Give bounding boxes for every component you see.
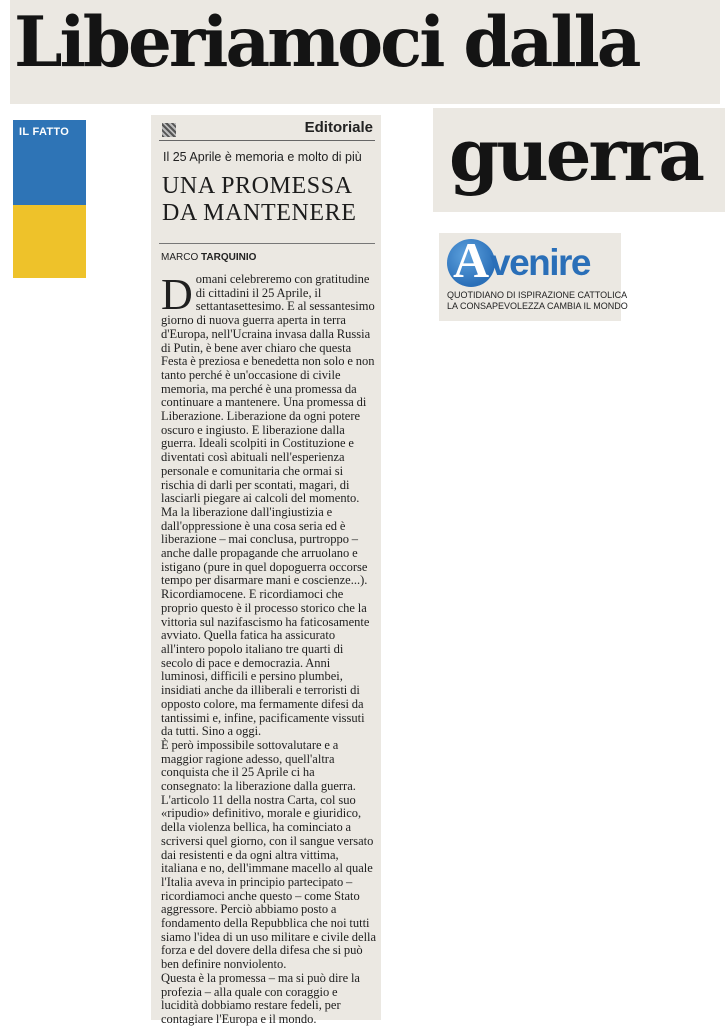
headline-clipping-2 — [433, 108, 725, 212]
logo-letter: A — [453, 232, 490, 288]
source-tag-yellow-band — [13, 205, 86, 278]
article-title — [162, 173, 377, 227]
drop-cap: D — [161, 270, 193, 319]
source-tag-label: IL FATTO — [19, 126, 70, 138]
author-last-name: TARQUINIO — [201, 252, 257, 263]
newspaper-masthead — [439, 232, 628, 321]
section-label: Editoriale — [304, 119, 373, 136]
article-paragraph: Questa è la promessa – ma si può dire la profezia – alla quale con coraggio e lucidità dobbiamo restare fedeli, per contagiare l'Europa e il mondo. — [161, 970, 360, 1026]
section-rule — [159, 140, 375, 141]
author-first-name: MARCO — [161, 252, 199, 263]
article-paragraph — [161, 270, 377, 506]
masthead-tagline-1: QUOTIDIANO DI ISPIRAZIONE CATTOLICA — [447, 290, 628, 300]
article-title-line-1: UNA PROMESSA — [162, 173, 353, 199]
headline-clipping-1 — [10, 0, 720, 104]
byline-rule — [159, 243, 375, 244]
editorial-article — [151, 115, 381, 1026]
article-title-line-2: DA MANTENERE — [162, 200, 357, 226]
article-kicker: Il 25 Aprile è memoria e molto di più — [163, 150, 362, 164]
section-marker-icon — [162, 123, 176, 137]
headline-line-1: Liberiamoci dalla — [14, 2, 639, 83]
masthead-tagline — [447, 290, 628, 312]
article-body — [161, 270, 377, 1027]
headline-line-2: guerra — [449, 112, 703, 197]
source-tag — [13, 120, 86, 278]
article-paragraph: È però impossibile sottovalutare e a maggior ragione adesso, quell'altra conquista che il 25 Aprile ci ha consegnato: la liberazione dalla guerra. L'articolo 11 della nostra Carta, col suo «ripudio» definitivo, morale e giuridico, della violenza bellica, ha cominciato a scriversi quel giorno, con il sangue versato dai resistenti e da ogni altra vittima, italiana e no, dell'immane macello al quale l'Italia aveva in principio partecipato – ricordiamoci anche questo – come Stato aggressore. Perciò abbiamo posto a fondamento della Repubblica che noi tutti siamo l'idea di un uso militare e civile della forza e del dovere della difesa che si può ben definire nonviolento. — [161, 737, 377, 972]
article-paragraph: Ma la liberazione dall'ingiustizia e dall'oppressione è una cosa seria ed è liberazione – mai conclusa, purtroppo – anche dalle propagande che arruolano e istigano (pure in quel dopoguerra occorse tempo per disarmare mani e coscienze...). Ricordiamocene. E ricordiamoci che proprio questo è il processo storico che la vittoria sul nazifascismo ha faticosamente avviato. Quella fatica ha assicurato all'intero popolo italiano tre quarti di secolo di pace e democrazia. Anni luminosi, difficili e persino plumbei, insidiati anche da illiberali e terroristi di opposto colore, ma fermamente difesi da tantissimi e, infine, pacificamente vissuti da tutti. Sino a oggi. — [161, 504, 370, 739]
logo-wordmark: venire — [490, 242, 591, 283]
masthead-tagline-2: LA CONSAPEVOLEZZA CAMBIA IL MONDO — [447, 301, 628, 311]
paragraph-text: omani celebreremo con gratitudine di cittadini il 25 Aprile, il settantasettesimo. E al sessantesimo giorno di nuova guerra aperta in terra d'Europa, nell'Ucraina invasa dalla Russia di Putin, è bene aver chiaro che questa Festa è preziosa e benedetta non solo e non tanto perché è un'occasione di civile memoria, ma perché è una promessa da continuare a mantenere. Una promessa di Liberazione. Liberazione da ogni potere oscuro e ingiusto. E liberazione dalla guerra. Ideali scolpiti in Costituzione e diventati così abituali nell'esperienza personale e comunitaria che ormai si rischia di darli per scontati, magari, di lasciarli piegare ai calcoli del momento. — [161, 272, 375, 506]
article-byline — [161, 252, 256, 263]
